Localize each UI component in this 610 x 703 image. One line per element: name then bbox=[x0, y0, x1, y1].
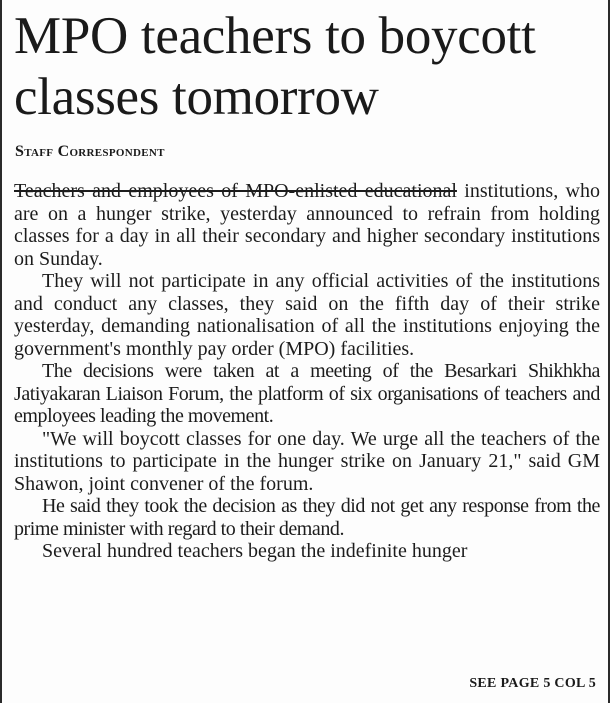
paragraph-5: He said they took the decision as they did not get any response from the prime minister with regard to their demand. bbox=[14, 495, 600, 540]
paragraph-1-text: institutions, who are on a hunger strike, yesterday announced to refrain from holding classes for a day in all their secondary and higher secondary institutions on Sunday. bbox=[14, 180, 600, 270]
article-body bbox=[14, 180, 600, 563]
byline: Staff Correspondent bbox=[15, 143, 165, 160]
column-rule-left bbox=[0, 0, 2, 703]
paragraph-3: The decisions were taken at a meeting of the Besarkari Shikhkha Jatiyakaran Liaison Forum, the platform of six organisations of teachers and employees leading the movement. bbox=[14, 360, 600, 427]
paragraph-1 bbox=[14, 180, 600, 270]
paragraph-6: Several hundred teachers began the indefinite hunger bbox=[42, 540, 468, 562]
paragraph-4: "We will boycott classes for one day. We urge all the teachers of the institutions to participate in the hunger strike on January 21," said GM Shawon, joint convener of the forum. bbox=[14, 427, 600, 495]
continuation-jump: SEE PAGE 5 COL 5 bbox=[469, 676, 596, 691]
headline: MPO teachers to boycott classes tomorrow bbox=[14, 7, 536, 126]
paragraph-1-lead: Teachers and employees of MPO-enlisted educational bbox=[14, 180, 457, 202]
paragraph-2: They will not participate in any official activities of the institutions and conduct any classes, they said on the fifth day of their strike yesterday, demanding nationalisation of all the institutions enjoying the government's monthly pay order (MPO) facilities. bbox=[14, 270, 600, 360]
